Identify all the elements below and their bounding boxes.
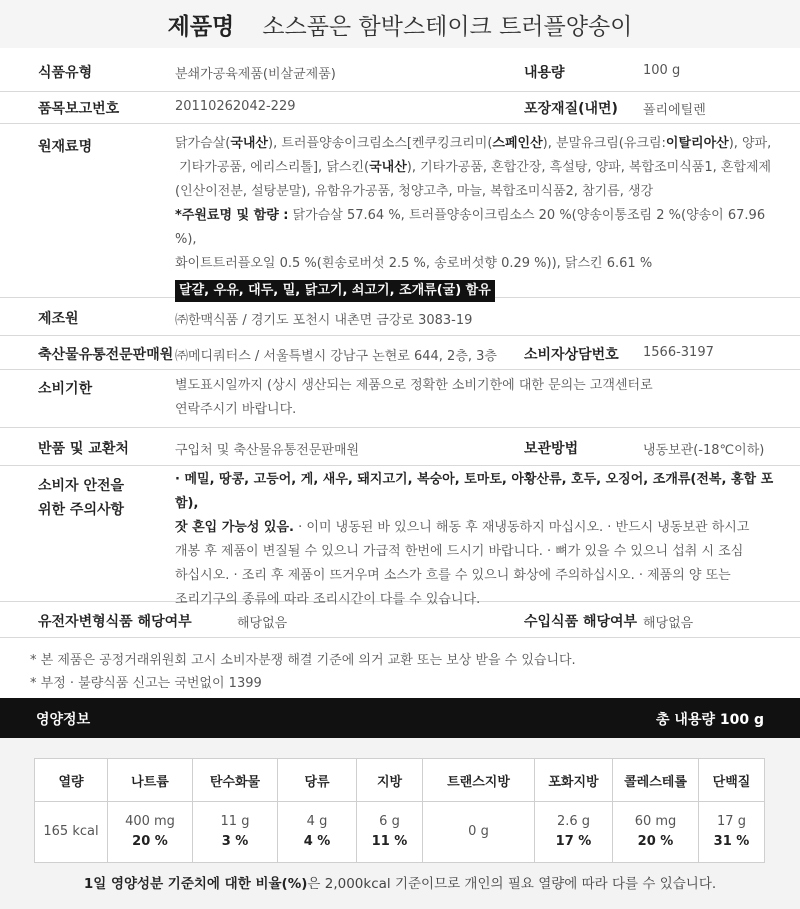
nutrition-title: 영양정보 [36, 712, 91, 728]
allergen-notice: 달걀, 우유, 대두, 밀, 닭고기, 쇠고기, 조개류(굴) 함유 [175, 280, 495, 302]
nutrient-cell: 60 mg 20 % [613, 802, 699, 863]
packaging-label: 포장재질(내면) [524, 101, 618, 117]
manufacturer-value: ㈜한맥식품 / 경기도 포천시 내촌면 금강로 3083-19 [175, 313, 473, 328]
nutrient-cell: 17 g 31 % [699, 802, 765, 863]
nutrient-cell: 2.6 g 17 % [535, 802, 613, 863]
nutrient-header: 단백질 [699, 759, 765, 802]
exchange-notice: * 본 제품은 공정거래위원회 고시 소비자분쟁 해결 기준에 의거 교환 또는 보상 받을 수 있습니다. [30, 653, 576, 668]
nutrition-value-row [35, 802, 765, 863]
nutrient-cell: 165 kcal [35, 802, 108, 863]
product-name: 소스품은 함박스테이크 트러플양송이 [262, 13, 633, 40]
safety-caution-label: 소비자 안전을 위한 주의사항 [38, 478, 125, 518]
seller-label: 축산물유통전문판매원 [38, 347, 174, 363]
row-returns [0, 428, 800, 466]
returns-label: 반품 및 교환처 [38, 441, 129, 457]
nutrient-header: 당류 [278, 759, 357, 802]
storage-value: 냉동보관(-18℃이하) [643, 443, 765, 458]
report-number-value: 20110262042-229 [175, 99, 296, 114]
nutrient-cell: 4 g 4 % [278, 802, 357, 863]
net-content-label: 내용량 [524, 65, 565, 81]
nutrition-header-row [35, 759, 765, 802]
consumer-hotline-label: 소비자상담번호 [524, 347, 619, 363]
nutrition-total: 총 내용량 100 g [656, 712, 764, 728]
nutrient-header: 열량 [35, 759, 108, 802]
food-type-label: 식품유형 [38, 65, 93, 81]
returns-value: 구입처 및 축산물유통전문판매원 [175, 443, 360, 458]
packaging-value: 폴리에틸렌 [643, 103, 706, 118]
net-content-value: 100 g [643, 63, 681, 78]
product-title-bar [0, 0, 800, 48]
nutrient-header: 지방 [357, 759, 423, 802]
row-food-type [0, 48, 800, 92]
row-report-number [0, 92, 800, 124]
report-hotline-notice: * 부정 · 불량식품 신고는 국번없이 1399 [30, 676, 262, 691]
row-seller [0, 336, 800, 370]
gmo-label: 유전자변형식품 해당여부 [38, 614, 192, 630]
row-manufacturer [0, 298, 800, 336]
imported-food-value: 해당없음 [643, 616, 694, 631]
nutrition-footnote: 1일 영양성분 기준치에 대한 비율(%)은 2,000kcal 기준이므로 개인의 필요 열량에 따라 다를 수 있습니다. [83, 876, 717, 892]
gmo-value: 해당없음 [237, 616, 288, 631]
expiry-label: 소비기한 [38, 381, 93, 397]
row-expiry [0, 370, 800, 428]
report-number-label: 품목보고번호 [38, 101, 120, 117]
nutrition-header [0, 698, 800, 738]
nutrient-cell: 0 g [423, 802, 535, 863]
product-name-label: 제품명 [167, 13, 235, 40]
nutrient-cell: 6 g 11 % [357, 802, 423, 863]
safety-caution-text: · 메밀, 땅콩, 고등어, 게, 새우, 돼지고기, 복숭아, 토마토, 아황산류, 호두, 오징어, 조개류(전복, 홍합 포함), 잣 혼입 가능성 있음. · 이미 냉동된 바 있으니 해동 후 재냉동하지 마십시오. · 반드시 냉동보관 하시고 개봉 후 제품이 변질될 수 있으니 가급적 한번에 드시기 바랍니다. · 뼈가 있을 수 있으니 섭취 시 조심 하십시오. · 조리 후 제품이 뜨거우며 소스가 흐를 수 있으니 화상에 주의하십시오. · 제품의 양 또는 조리기구의 종류에 따라 조리시간이 다를 수 있습니다. [175, 472, 774, 607]
storage-label: 보관방법 [524, 441, 579, 457]
nutrient-header: 탄수화물 [193, 759, 278, 802]
ingredients-text: 닭가슴살(국내산), 트러플양송이크림소스[켄쿠킹크리미(스페인산), 분말유크림(유크림:이탈리아산), 양파, 기타가공품, 에리스리톨], 닭스킨(국내산), 기타가공품, 혼합간장, 흑설탕, 양파, 복합조미식품1, 혼합제제 (인산이전분, 설탕분말), 유함유가공품, 청양고추, 마늘, 복합조미식품2, 참기름, 생강 *주원료명 및 함량 : 닭가슴살 57.64 %, 트러플양송이크림소스 20 %(양송이통조림 2 %(양송이 67.96 %), 화이트트러플오일 0.5 %(흰송로버섯 2.5 %, 송로버섯향 0.29 %)), 닭스킨 6.61 % 달걀, 우유, 대두, 밀, 닭고기, 쇠고기, 조개류(굴) 함유 [175, 132, 785, 303]
nutrition-table [34, 758, 765, 863]
main-ingredients-label: *주원료명 및 함량 : [175, 208, 289, 223]
row-gmo [0, 602, 800, 638]
imported-food-label: 수입식품 해당여부 [524, 614, 638, 630]
row-safety-caution [0, 466, 800, 607]
seller-value: ㈜메디쿼터스 / 서울특별시 강남구 논현로 644, 2층, 3층 [175, 349, 497, 364]
nutrient-header: 콜레스테롤 [613, 759, 699, 802]
nutrient-header: 트랜스지방 [423, 759, 535, 802]
food-type-value: 분쇄가공육제품(비살균제품) [175, 67, 336, 82]
ingredients-label: 원재료명 [38, 139, 93, 155]
nutrient-cell: 400 mg 20 % [108, 802, 193, 863]
nutrient-header: 나트륨 [108, 759, 193, 802]
row-ingredients [0, 124, 800, 298]
nutrient-cell: 11 g 3 % [193, 802, 278, 863]
expiry-value: 별도표시일까지 (상시 생산되는 제품으로 정확한 소비기한에 대한 문의는 고객센터로 연락주시기 바랍니다. [175, 378, 653, 417]
nutrient-header: 포화지방 [535, 759, 613, 802]
manufacturer-label: 제조원 [38, 311, 79, 327]
consumer-hotline-value: 1566-3197 [643, 345, 714, 360]
